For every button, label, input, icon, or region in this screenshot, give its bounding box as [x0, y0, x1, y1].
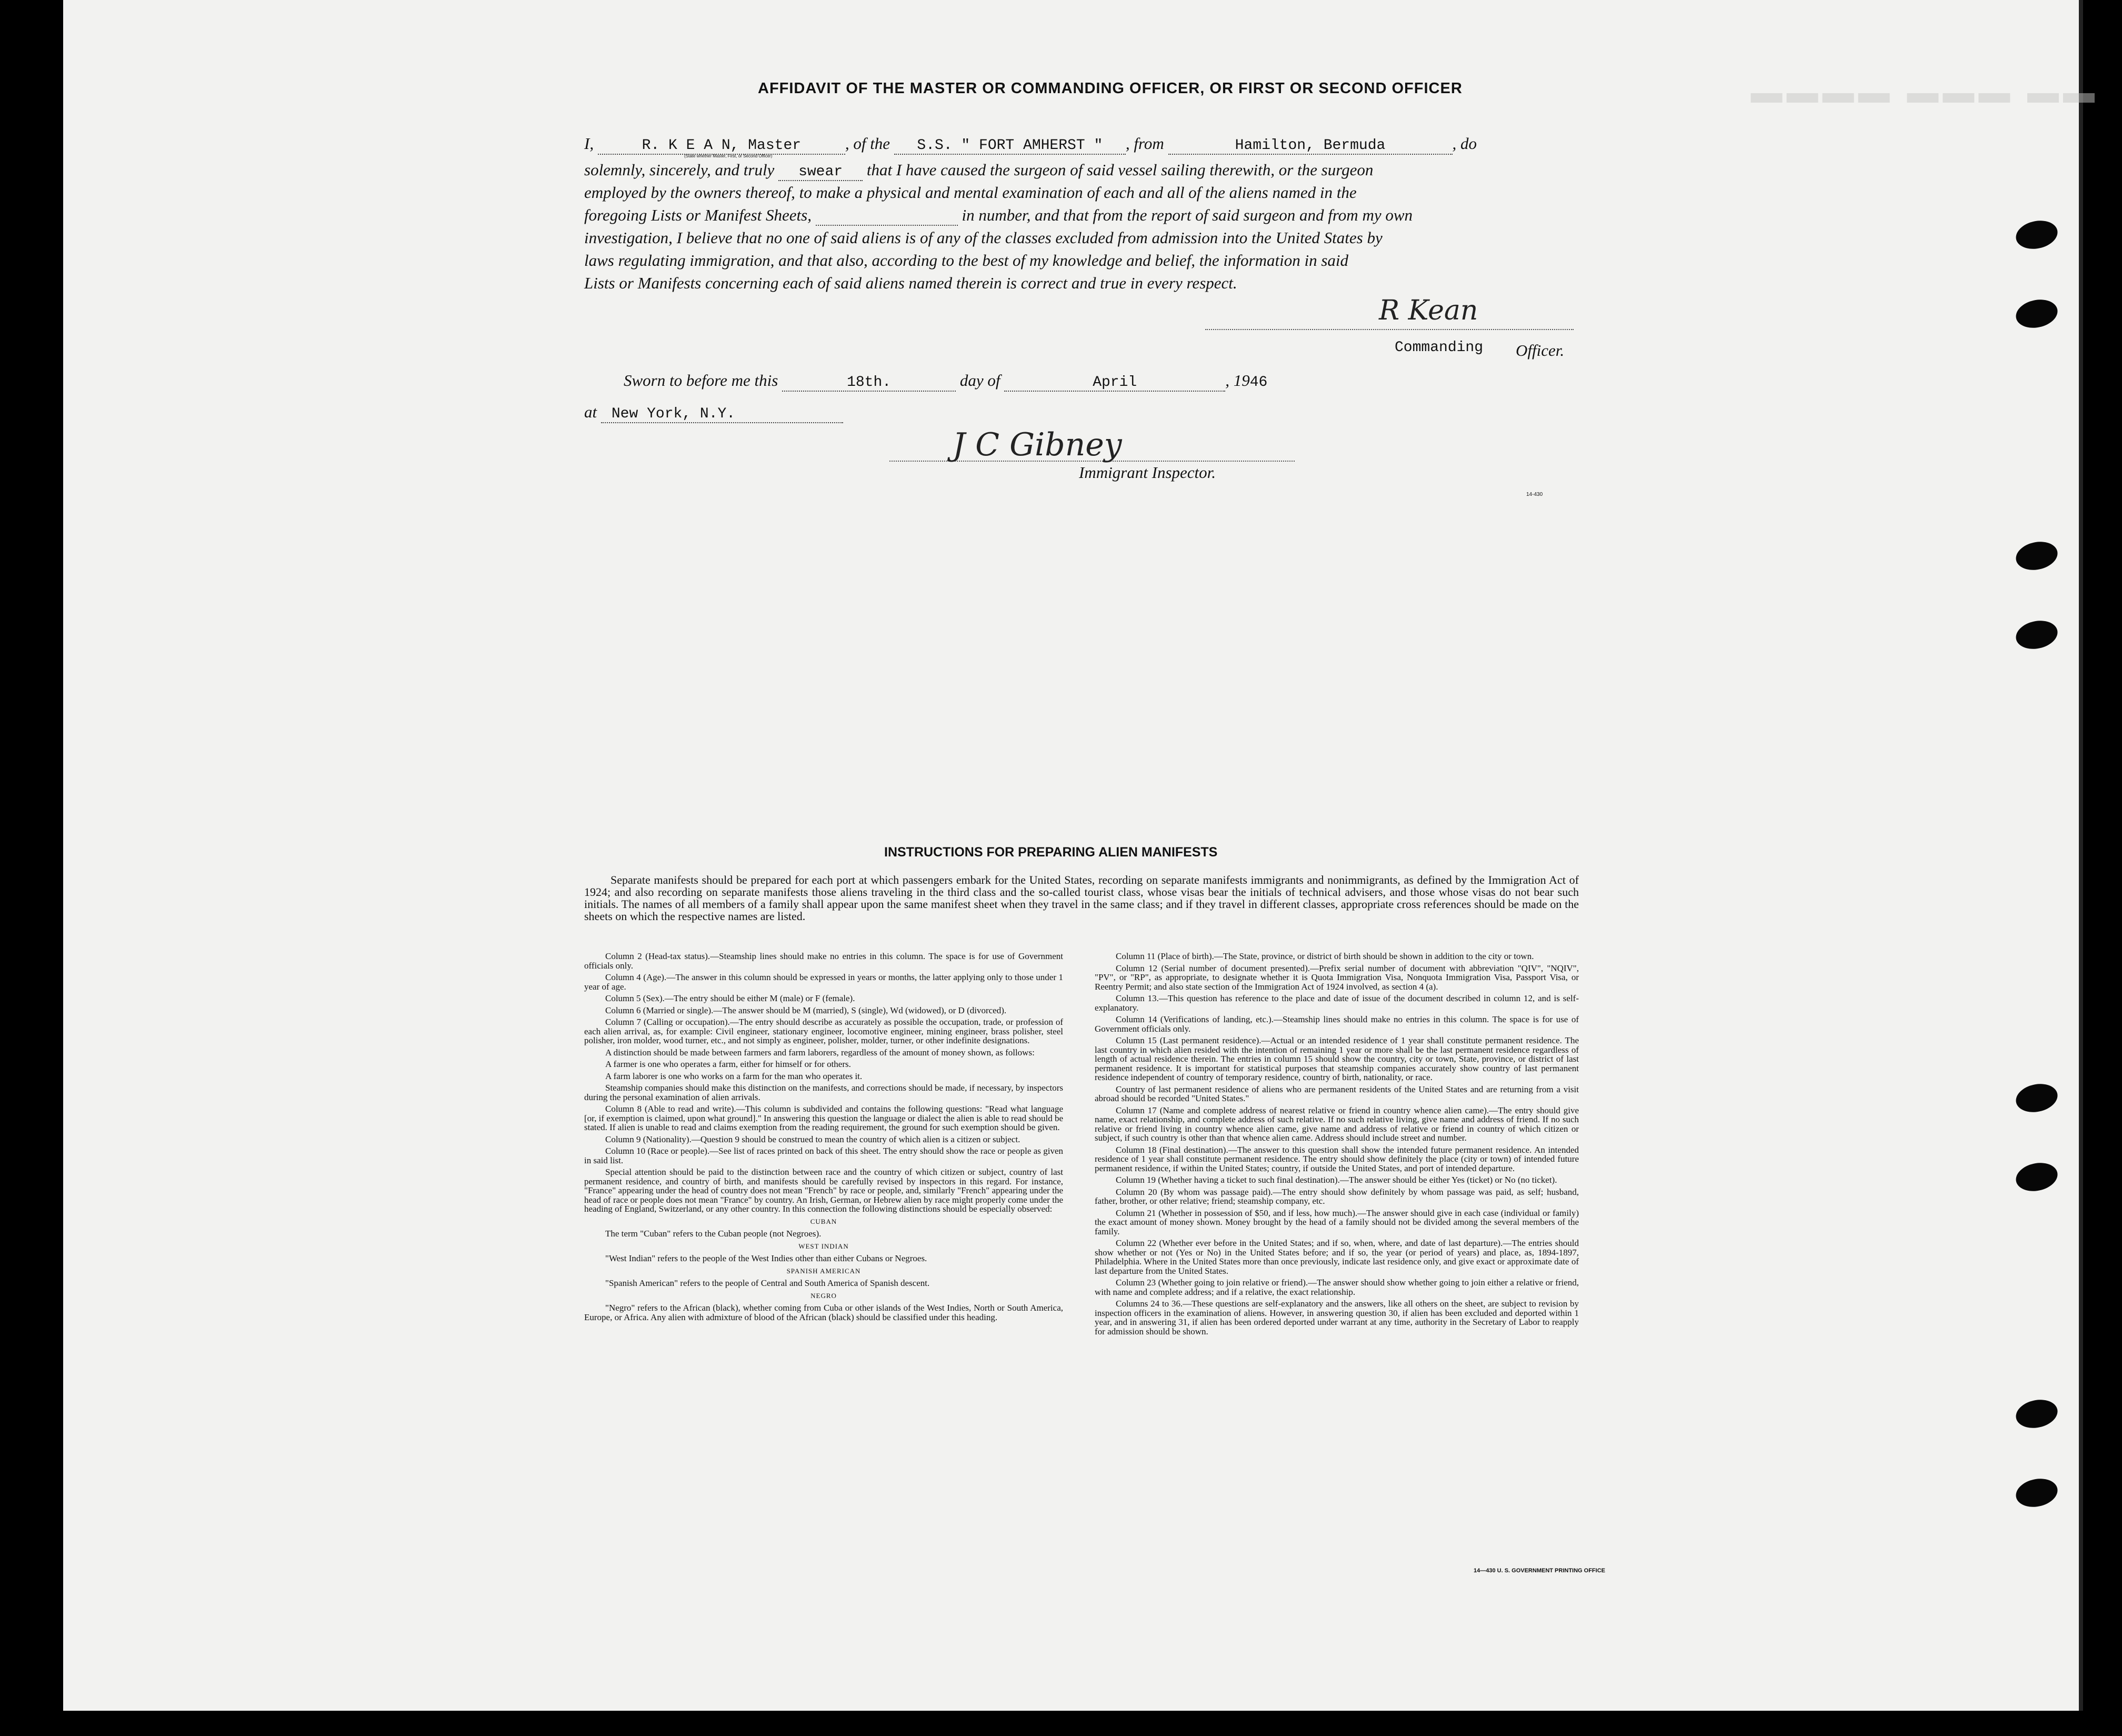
affidavit-line-4 [584, 206, 1413, 226]
instr-left-para: Steamship companies should make this distinction on the manifests, and corrections should be made, if necessary, by inspectors during the personal examination of alien arrivals. [584, 1083, 1063, 1102]
bleed-through-text: ▬▬ ▬▬▬ ▬▬▬▬ [1746, 74, 2095, 109]
sworn-month-field: April [1004, 374, 1225, 392]
negro-heading: NEGRO [810, 1291, 837, 1300]
instr-right-para: Column 13.—This question has reference to the place and date of issue of the document described in column 12, and is self-explanatory. [1095, 993, 1579, 1013]
affidavit-title: AFFIDAVIT OF THE MASTER OR COMMANDING OFFICER, OR FIRST OR SECOND OFFICER [758, 80, 1463, 97]
affidavit-line-3: employed by the owners thereof, to make a physical and mental examination of each and all of the aliens named in the [584, 183, 1357, 202]
line4-pre: foregoing Lists or Manifest Sheets, [584, 206, 812, 224]
instructions-left-column [584, 952, 1063, 1324]
instr-left-para: Column 7 (Calling or occupation).—The entry should describe as accurately as possible the occupation, trade, or profession of each alien arrival, as, for example: Civil engineer, stationary engineer, locomotive engineer, mining engineer, brass polisher, steel polisher, iron molder, wood turner, etc., and not simply as engineer, polisher, molder, turner, or other indefinite designations. [584, 1017, 1063, 1045]
instr-right-para: Column 23 (Whether going to join relative or friend).—The answer should show whether going to join either a relative or friend, with name and complete address; and if a relative, the exact relationship. [1095, 1278, 1579, 1297]
instr-right-para: Column 22 (Whether ever before in the United States; and if so, when, where, and date of last departure).—The entries should show whether or not (Yes or No) in the United States before; and if so, the year (or period of years) and place, as, 1894-1897, Philadelphia. Where in the United States more than once previously, indicate last residence only, and give exact or approximate date of last departure from the United States. [1095, 1238, 1579, 1276]
instr-left-para: A farm laborer is one who works on a farm for the man who operates it. [605, 1071, 863, 1081]
port-field: Hamilton, Bermuda [1168, 137, 1453, 155]
instr-left-para: Column 10 (Race or people).—See list of races printed on back of this sheet. The entry should show the race or people as given in said list. [584, 1146, 1063, 1165]
master-signature-line [1205, 329, 1574, 330]
affidavit-line-6: laws regulating immigration, and that also, according to the best of my knowledge and belief, the information in said [584, 251, 1349, 270]
instr-right-para: Column 19 (Whether having a ticket to such final destination).—The answer should be either Yes (ticket) or No (no ticket). [1116, 1175, 1557, 1185]
instr-right-para: Column 14 (Verifications of landing, etc.).—Steamship lines should make no entries in this column. The space is for use of Government officials only. [1095, 1014, 1579, 1034]
inspector-signature: J C Gibney [953, 426, 1122, 463]
instr-right-para: Column 15 (Last permanent residence).—Actual or an intended residence of 1 year shall constitute permanent residence. The last country in which alien resided with the intention of remaining 1 year or more shall be the last permanent residence regardless of length of actual residence therein. The entries in column 15 should show the country, city or town, State, province, or district of last permanent residence. It is important for statistical purposes that steamship companies accurately show country of last permanent residence independent of country of temporary residence, country of birth, nationality, or race. [1095, 1035, 1579, 1082]
instr-right-para: Column 12 (Serial number of document presented).—Prefix serial number of document with abbreviation "QIV", "NQIV", "PV", or "RP", as appropriate, to designate whether it is Quota Immigration Visa, Nonquota Immigration Visa, Passport Visa, or Reentry Permit; and also state section of the Immigration Act of 1924 involved, as section 4 (a). [1095, 963, 1579, 992]
sworn-pre: Sworn to before me this [624, 371, 778, 390]
instr-left-para: Column 2 (Head-tax status).—Steamship lines should make no entries in this column. The space is for use of Government officials only. [584, 951, 1063, 971]
line2-post: that I have caused the surgeon of said vessel sailing therewith, or the surgeon [866, 161, 1374, 179]
sworn-day-field: 18th. [782, 374, 956, 392]
officer-suffix: Officer. [1516, 341, 1565, 360]
instructions-intro: Separate manifests should be prepared for each port at which passengers embark for the United States, recording on separate manifests immigrants and nonimmigrants, as defined by the Immigration Act of 1924; and also recording on separate manifests those aliens traveling in the third class and the so-called tourist class, whose visas bear the initials of technical advisers, and those whose visas do not bear such initials. The names of all members of a family shall appear upon the same manifest sheet when they travel in the same class; and if they travel in different classes, appropriate cross references should be made on the sheets on which the respective names are listed. [584, 873, 1579, 923]
instr-left-para: Column 4 (Age).—The answer in this column should be expressed in years or months, the latter applying only to those under 1 year of age. [584, 972, 1063, 992]
place-field: New York, N.Y. [601, 406, 843, 423]
officer-title: Commanding [1395, 340, 1484, 356]
day-of-label: day of [959, 371, 1000, 390]
manifest-page [63, 0, 2095, 1711]
master-signature: R Kean [1379, 295, 1478, 326]
affidavit-line-1 [584, 134, 1477, 155]
instr-left-para: Column 9 (Nationality).—Question 9 should be construed to mean the country of which alien is a citizen or subject. [605, 1134, 1020, 1144]
of-the-label: , of the [845, 134, 890, 153]
line2-pre: solemnly, sincerely, and truly [584, 161, 775, 179]
spanish-american-text: "Spanish American" refers to the people of Central and South America of Spanish descent. [605, 1278, 930, 1288]
master-name-field: R. K E A N, Master [598, 137, 845, 155]
sworn-year-field: 46 [1249, 374, 1268, 391]
affidavit-line-7: Lists or Manifests concerning each of said aliens named therein is correct and true in every respect. [584, 274, 1237, 292]
instructions-right-column [1095, 952, 1579, 1339]
sworn-line [624, 371, 1267, 392]
place-line [584, 403, 843, 423]
at-label: at [584, 403, 597, 421]
instr-left-para: Column 6 (Married or single).—The answer should be M (married), S (single), Wd (widowed), or D (divorced). [605, 1005, 1007, 1015]
west-indian-heading: WEST INDIAN [798, 1242, 849, 1250]
rank-hint: (State whether Master, First, or Second Officer) [684, 154, 773, 158]
form-number: 14-430 [1526, 492, 1543, 497]
instr-right-para: Column 18 (Final destination).—The answer to this question shall show the intended future permanent residence. An intended residence of 1 year shall constitute permanent residence. The entry should show definitely the place (city or town) of intended future permanent residence, if within the United States; country, if outside the United States, and port of intended departure. [1095, 1144, 1579, 1173]
instr-left-para: A distinction should be made between farmers and farm laborers, regardless of the amount of money shown, as follows: [605, 1047, 1035, 1057]
pronoun: I, [584, 134, 594, 153]
cuban-heading: CUBAN [810, 1217, 837, 1225]
do-label: , do [1452, 134, 1477, 153]
instr-right-para: Column 17 (Name and complete address of nearest relative or friend in country whence alien came).—The entry should give name, exact relationship, and complete address of such relative. If no such relative living, give name and address of friend. If no such relative or friend living in country whence alien came, give name and address of relative or friend in country of which citizen or subject, if such country is other than that whence alien came. Address should include street and number. [1095, 1105, 1579, 1143]
instr-right-para: Country of last permanent residence of aliens who are permanent residents of the United States and are returning from a visit abroad should be recorded "United States." [1095, 1084, 1579, 1103]
instr-left-para: Column 5 (Sex).—The entry should be either M (male) or F (female). [605, 993, 855, 1003]
west-indian-text: "West Indian" refers to the people of the West Indies other than either Cubans or Negroes. [605, 1253, 927, 1263]
negro-text: "Negro" refers to the African (black), whether coming from Cuba or other islands of the West Indies, North or South America, Europe, or Africa. Any alien with admixture of blood of the African (black) should be classified under this heading. [584, 1303, 1063, 1322]
instr-left-para: Special attention should be paid to the distinction between race and the country of which citizen or subject, country of last permanent residence, and country of birth, and manifests should be carefully revised by inspectors in this regard. For instance, "France" appearing under the head of country does not mean "French" by race or people, and, similarly "French" appearing under the head of race or people does not mean "France" by country. An Irish, German, or Hebrew alien by race might properly come under the heading of England, Switzerland, or any other country. In this connection the following distinctions should be especially observed: [584, 1167, 1063, 1214]
inspector-title: Immigrant Inspector. [1079, 463, 1216, 482]
instr-right-para: Column 21 (Whether in possession of $50, and if less, how much).—The answer should give in each case (individual or family) the exact amount of money shown. Money brought by the head of a family should not be divided among the several members of the family. [1095, 1208, 1579, 1236]
line4-post: in number, and that from the report of said surgeon and from my own [962, 206, 1413, 224]
instr-right-para: Column 20 (By whom was passage paid).—The entry should show definitely by whom passage was paid, as self; husband, father, brother, or other relative; friend; steamship company, etc. [1095, 1186, 1579, 1206]
from-label: , from [1125, 134, 1164, 153]
instr-right-para: Columns 24 to 36.—These questions are self-explanatory and the answers, like all others on the sheet, are subject to revision by inspection officers in the examination of aliens. However, in answering question 30, if alien has been excluded and deported within 1 year, and in answering 31, if alien has been ordered deported under warrant at any time, authority in the Secretary of Labor to reapply for admission should be shown. [1095, 1299, 1579, 1336]
affidavit-line-2 [584, 161, 1373, 181]
vessel-field: S.S. " FORT AMHERST " [894, 137, 1126, 155]
printing-office-footer: 14—430 U. S. GOVERNMENT PRINTING OFFICE [1474, 1568, 1605, 1574]
count-field [816, 206, 958, 226]
instructions-title: INSTRUCTIONS FOR PREPARING ALIEN MANIFESTS [884, 845, 1218, 860]
spanish-american-heading: SPANISH AMERICAN [786, 1266, 861, 1275]
instr-left-para: Column 8 (Able to read and write).—This column is subdivided and contains the following questions: "Read what language [or, if exemption is claimed, upon what ground]." In answering this question the language or dialect the alien is able to read should be stated. If alien is unable to read and claims exemption from the reading requirement, the ground for such exemption should be given. [584, 1104, 1063, 1132]
affidavit-line-5: investigation, I believe that no one of said aliens is of any of the classes excluded from admission into the United States by [584, 228, 1383, 247]
cuban-text: The term "Cuban" refers to the Cuban people (not Negroes). [605, 1229, 822, 1239]
year-prefix: , 19 [1225, 371, 1250, 390]
instr-left-para: A farmer is one who operates a farm, either for himself or for others. [605, 1059, 851, 1069]
instr-right-para: Column 11 (Place of birth).—The State, province, or district of birth should be shown in addition to the city or town. [1116, 951, 1534, 961]
oath-field: swear [778, 164, 863, 181]
